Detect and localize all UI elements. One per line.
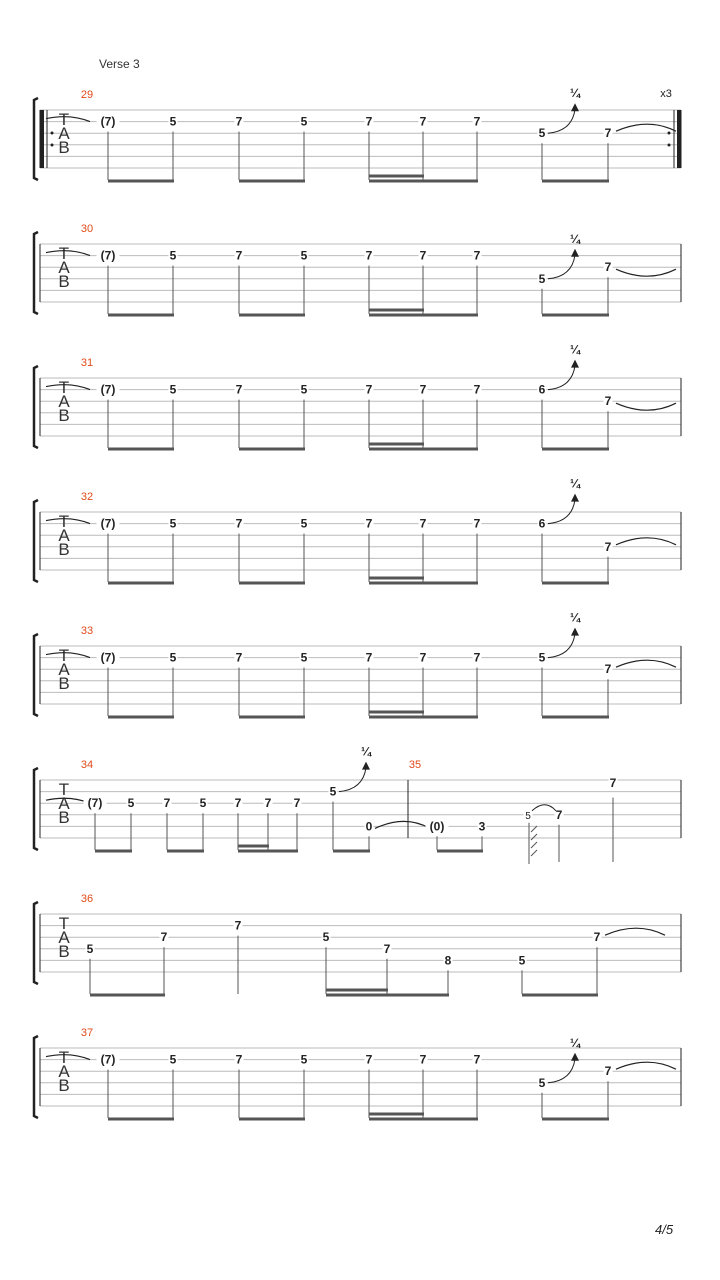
fret-number: 7 [365,516,373,531]
note-beam [542,180,609,183]
fret-number: 7 [365,650,373,665]
tab-staff-5 [34,634,681,716]
note-beam [108,716,174,719]
tab-letter-t: T [58,646,70,665]
fret-number: 5 [169,382,177,397]
note-beam [369,1113,424,1116]
bend-amount: ¼ [569,610,581,625]
fret-number: 5 [300,650,308,665]
note-beam [95,850,132,853]
fret-number: (7) [100,248,116,263]
tie-out [616,1062,676,1069]
fret-number: 8 [444,953,452,968]
repeat-count: x3 [660,88,672,100]
fret-number: 7 [419,516,427,531]
note-beam [108,180,174,183]
fret-number: 3 [478,819,486,834]
note-beam [369,180,478,183]
fret-number: 5 [300,248,308,263]
repeat-dot [668,132,671,135]
fret-number: 7 [235,650,243,665]
note-beam [333,850,370,853]
note-beam [369,577,424,580]
fret-number: 7 [365,1052,373,1067]
repeat-dot [51,144,54,147]
fret-number: 7 [604,394,612,409]
note-beam [326,994,449,997]
note-beam [369,716,478,719]
system-bracket [34,232,38,314]
fret-number: 6 [538,516,546,531]
measure-number: 31 [80,357,94,369]
note-beam [542,314,609,317]
fret-number: (7) [100,516,116,531]
tab-staff-1 [34,98,681,180]
fret-number: 7 [365,248,373,263]
bend-arrow [571,360,579,368]
note-beam [167,850,204,853]
note-beam [108,1118,174,1121]
tie-out [605,928,665,935]
note-beam [522,994,598,997]
system-bracket [34,98,38,180]
tie-out [616,403,676,410]
tab-letter-t: T [58,914,70,933]
section-label: Verse 3 [99,57,140,71]
note-beam [369,175,424,178]
bend-arrow [571,494,579,502]
fret-number: 7 [473,382,481,397]
measure-number: 37 [80,1027,94,1039]
tie-out [616,269,676,276]
fret-number: 5 [86,941,94,956]
fret-number: 7 [609,776,617,790]
fret-number: 5 [199,796,207,811]
tab-letter-t: T [58,378,70,397]
tab-letter-b: B [58,272,70,291]
grace-fret: 5 [525,810,531,822]
note-beam [369,314,478,317]
measure-number: 33 [80,625,94,637]
note-beam [90,994,165,997]
repeat-end-bar [677,110,681,168]
bend-amount: ¼ [569,1035,581,1050]
note-beam [542,1118,609,1121]
tab-staff-4 [34,500,681,582]
fret-number: 7 [473,248,481,263]
fret-number: 5 [538,271,546,286]
tab-letter-a: A [58,526,70,545]
tab-letter-b: B [58,1076,70,1095]
bend-arrow [571,103,579,111]
tab-letter-a: A [58,1062,70,1081]
fret-number: (7) [100,382,116,397]
fret-number: 5 [538,126,546,141]
fret-number: 5 [300,382,308,397]
fret-number: 6 [538,382,546,397]
fret-number: 5 [169,650,177,665]
system-bracket [34,1036,38,1118]
note-beam [326,989,388,992]
tab-letter-t: T [58,244,70,263]
tab-letter-b: B [58,674,70,693]
measure-number: 29 [80,89,94,101]
tab-letter-t: T [58,110,70,129]
fret-number: 5 [329,784,337,799]
fret-number: 7 [234,796,242,811]
fret-number: 7 [604,1064,612,1079]
fret-number: 7 [235,382,243,397]
fret-number: 5 [518,953,526,968]
note-beam [542,582,609,585]
fret-number: 5 [300,1052,308,1067]
note-beam [108,448,174,451]
fret-number: 7 [473,650,481,665]
fret-number: 5 [127,796,135,811]
tab-staff-8 [34,1036,681,1118]
fret-number: 5 [169,516,177,531]
note-beam [239,180,305,183]
measure-number: 32 [80,491,94,503]
fret-number: 7 [235,248,243,263]
measure-number: 36 [80,893,94,905]
tab-letter-b: B [58,406,70,425]
fret-number: (7) [100,650,116,665]
fret-number: (0) [429,819,445,834]
tab-letter-b: B [58,138,70,157]
fret-number: 7 [604,539,612,554]
measure-number: 35 [408,759,422,771]
measure-number: 34 [80,759,94,771]
bend-amount: ¼ [569,342,581,357]
tab-letter-t: T [58,1048,70,1067]
bend-amount: ¼ [360,744,372,759]
fret-number: 7 [234,918,242,933]
fret-number: 7 [473,1052,481,1067]
fret-number: (7) [100,114,116,129]
fret-number: 7 [235,1052,243,1067]
fret-number: 5 [300,516,308,531]
fret-number: 5 [300,114,308,129]
note-beam [108,582,174,585]
fret-number: 5 [538,650,546,665]
tab-letter-a: A [58,124,70,143]
fret-number: 7 [419,382,427,397]
fret-number: 5 [169,114,177,129]
tab-letter-a: A [58,794,70,813]
fret-number: 7 [160,930,168,945]
bend-arrow [571,1053,579,1061]
note-beam [239,314,305,317]
tab-letter-a: A [58,392,70,411]
note-beam [238,845,269,848]
note-beam [239,1118,305,1121]
fret-number: 7 [383,941,391,956]
fret-number: 5 [169,248,177,263]
fret-number: 0 [365,819,373,834]
system-bracket [34,500,38,582]
fret-number: 5 [169,1052,177,1067]
fret-number: 7 [264,796,272,811]
tab-letter-b: B [58,808,70,827]
fret-number: 7 [604,126,612,141]
note-beam [239,582,305,585]
note-beam [369,448,478,451]
fret-number: 7 [419,114,427,129]
note-beam [369,309,424,312]
fret-number: (7) [100,1052,116,1067]
tie-out [616,660,676,667]
repeat-start-bar [40,110,44,168]
tie-out [616,124,676,131]
note-beam [369,443,424,446]
note-beam [238,850,298,853]
fret-number: 7 [365,382,373,397]
note-beam [108,314,174,317]
slur [532,805,556,811]
note-beam [369,582,478,585]
grace-stem [529,823,537,864]
note-beam [239,716,305,719]
tab-letter-t: T [58,780,70,799]
bend-arrow [362,762,370,770]
tab-staff-7 [34,902,681,984]
repeat-dot [51,132,54,135]
bend-arrow [571,628,579,636]
note-beam [437,850,483,853]
page-number: 4/5 [655,1222,674,1237]
bend-arrow [571,249,579,257]
system-bracket [34,768,38,850]
bend-amount: ¼ [569,231,581,246]
tab-letter-a: A [58,928,70,947]
system-bracket [34,366,38,448]
note-beam [369,1118,478,1121]
fret-number: 7 [293,796,301,811]
tie [375,821,430,828]
note-beam [239,448,305,451]
repeat-dot [668,144,671,147]
tab-staff-3 [34,366,681,448]
bend-amount: ¼ [569,476,581,491]
system-bracket [34,902,38,984]
tab-staff-2 [34,232,681,314]
fret-number: 7 [163,796,171,811]
fret-number: 7 [473,516,481,531]
tie-out [616,538,676,545]
fret-number: 7 [365,114,373,129]
fret-number: 7 [235,114,243,129]
fret-number: 7 [419,650,427,665]
fret-number: 7 [593,930,601,945]
fret-number: 5 [322,930,330,945]
fret-number: (7) [87,796,103,811]
fret-number: 7 [473,114,481,129]
bend-amount: ¼ [569,86,581,101]
tab-letter-a: A [58,660,70,679]
tab-letter-b: B [58,942,70,961]
tab-letter-a: A [58,258,70,277]
fret-number: 5 [538,1075,546,1090]
fret-number: 7 [419,1052,427,1067]
fret-number: 7 [555,807,563,822]
note-beam [542,716,609,719]
measure-number: 30 [80,223,94,235]
note-beam [369,711,424,714]
fret-number: 7 [235,516,243,531]
fret-number: 7 [604,662,612,677]
fret-number: 7 [604,260,612,275]
system-bracket [34,634,38,716]
tab-letter-b: B [58,540,70,559]
fret-number: 7 [419,248,427,263]
tab-letter-t: T [58,512,70,531]
note-beam [542,448,609,451]
